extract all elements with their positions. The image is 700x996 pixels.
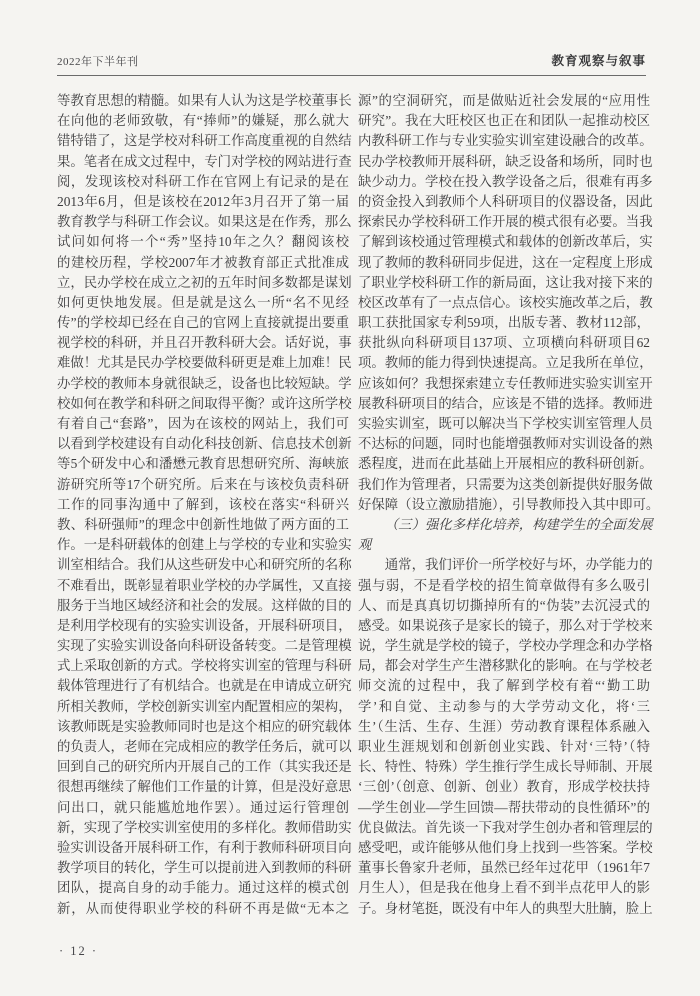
text-line: 人、而是真真切切撕掉所有的“伪装”去沉浸式的 [358,597,650,613]
text-line: 观 [358,537,372,553]
text-line: 研究”。我在大旺校区也正在和团队一起推动校区 [358,113,650,129]
text-line: 团队，提高自身的动手能力。通过这样的模式创 [57,880,349,896]
journal-issue-label: 2022年下半年刊 [57,56,139,68]
text-line: 董事长鲁家升老师，虽然已经年过花甲（1961年7 [358,860,650,876]
text-line: 训室相结合。我们从这些研发中心和研究所的名称 [57,557,352,573]
text-line: 教学项目的转化，学生可以提前进入到教师的科研 [57,860,352,876]
left-column [57,91,352,919]
text-line: 民办学校教师开展科研，缺乏设备和场所，同时也 [358,153,653,169]
text-line: 源”的空洞研究，而是做贴近社会发展的“应用性 [358,93,650,108]
text-line: 了职业学校科研工作的新局面，这让我对接下来的 [358,274,653,290]
text-line: 师交流的过程中，我了解到学校有着“‘勤工助 [358,678,650,694]
text-line: 立，民办学校在成立之初的五年时间多数都是谋划 [57,274,352,290]
text-line: 新，实现了学校实训室使用的多样化。教师借助实 [57,819,352,835]
text-line: 很想再继续了解他们工作量的计算，但是没好意思 [57,779,352,795]
text-line: 好保障（设立激励措施），引导教师投入其中即可。 [358,496,660,512]
text-line: 传”的学校却已经在自己的官网上直接就提出要重 [57,315,349,331]
text-line: 感受吧，或许能够从他们身上找到一些答案。学校 [358,839,653,855]
text-line: 教育教学与科研工作会议。如果这是在作秀，那么 [57,214,352,230]
text-line: 有着自己“套路”，因为在该校的网站上，我们可 [57,416,349,431]
text-line: 阅，发现该校对科研工作在官网上有记录的是在 [57,173,349,189]
text-line: 游研究所等17个研究所。后来在与该校负责科研 [57,476,349,492]
text-line: 获批纵向科研项目137项、立项横向科研项目62 [358,335,650,351]
text-line: 实现了实验实训设备向科研设备转变。二是管理模 [57,638,352,654]
text-line: 局，都会对学生产生潜移默化的影响。在与学校老 [358,658,653,674]
text-line: 应该如何？我想探索建立专任教师进实验实训室开 [358,375,653,391]
text-line: 子。身材笔挺，既没有中年人的典型大肚腩，脸上 [358,900,653,916]
text-line: 教、科研强师”的理念中创新性地做了两方面的工 [57,516,349,532]
text-line: 生’（生活、生存、生涯）劳动教育课程体系融入 [358,718,650,734]
text-line: 所相关教师，学校创新实训室内配置相应的架构， [57,698,352,714]
text-line: 服务于当地区域经济和社会的发展。这样做的目的 [57,597,352,613]
text-line: 错特错了，这是学校对科研工作高度重视的自然结 [57,133,352,149]
text-line: 新，从而使得职业学校的科研不再是做“无本之 [57,900,349,916]
text-line: 以看到学校建设有自动化科技创新、信息技术创新 [57,436,352,452]
right-column [358,91,660,919]
text-line: 如何更快地发展。但是就是这么一所“名不见经 [57,294,349,310]
text-line: （三）强化多样化培养，构建学生的全面发展 [384,516,653,532]
text-line: 在向他的老师致敬，有“捧师”的嫌疑，那么就大 [57,113,349,129]
text-line: 不难看出，既彰显着职业学校的办学属性，又直接 [57,577,352,593]
text-line: 式上采取创新的方式。学校将实训室的管理与科研 [57,658,352,674]
text-line: 校如何在教学和科研之间取得平衡？或许这所学校 [57,395,352,411]
text-line: 探索民办学校科研工作开展的模式很有必要。当我 [358,214,653,230]
text-line: 等5个研发中心和潘懋元教育思想研究所、海峡旅 [57,456,349,472]
text-line: 优良做法。首先谈一下我对学生创办者和管理层的 [358,819,653,835]
text-line: —学生创业—学生回馈—帮扶带动的良性循环”的 [358,799,650,815]
header-rule [57,75,646,76]
text-line: 职工获批国家专利59项，出版专著、教材112部， [358,315,650,331]
text-line: 强与弱，不是看学校的招生简章做得有多么吸引 [358,577,650,593]
text-line: ‘三创’（创意、创新、创业）教育，形成学校扶持 [358,779,650,795]
text-line: 我们作为管理者，只需要为这类创新提供好服务做 [358,476,653,492]
text-line: 难做！尤其是民办学校要做科研更是难上加难！民 [57,355,352,371]
text-line: 的建校历程，学校2007年才被教育部正式批准成 [57,254,349,270]
page-number: · 12 · [59,944,99,958]
text-line: 职业生涯规划和创新创业实践、针对‘三特’（特 [358,739,650,754]
text-line: 校区改革有了一点点信心。该校实施改革之后，教 [358,294,653,310]
text-line: 现了教师的教科研同步促进，这在一定程度上形成 [358,254,653,270]
text-line: 工作的同事沟通中了解到，该校在落实“科研兴 [57,496,349,512]
page-header [57,51,646,69]
text-line: 长、特性、特殊）学生推行学生成长导师制、开展 [358,759,653,775]
text-line: 问出口，就只能尴尬地作罢）。通过运行管理创 [57,799,349,815]
text-line: 视学校的科研，并且召开教科研大会。话好说，事 [57,335,352,351]
text-line: 展教科研项目的结合，应该是不错的选择。教师进 [358,395,653,411]
text-line: 悉程度，进而在此基础上开展相应的教科研创新。 [358,456,653,472]
body-text [57,91,660,919]
text-line: 感受。如果说孩子是家长的镜子，那么对于学校来 [358,617,653,633]
text-line: 说，学生就是学校的镜子，学校办学理念和办学格 [358,638,653,654]
text-line: 作。一是科研载体的创建上与学校的专业和实验实 [57,537,352,553]
text-line: 的负责人，老师在完成相应的教学任务后，就可以 [57,739,352,754]
text-line: 载体管理进行了有机结合。也就是在申请成立研究 [57,678,352,694]
text-line: 试问如何将一个“秀”坚持10年之久？翻阅该校 [57,234,349,250]
text-line: 通常，我们评价一所学校好与坏，办学能力的 [384,557,653,573]
text-line: 该教师既是实验教师同时也是这个相应的研究载体 [57,718,352,734]
text-line: 办学校的教师本身就很缺乏，设备也比较短缺。学 [57,375,352,391]
text-line: 缺少动力。学校在投入教学设备之后，很难有再多 [358,173,653,189]
section-title-label: 教育观察与叙事 [551,54,646,68]
text-line: 实验实训室，既可以解决当下学校实训室管理人员 [358,416,653,431]
text-line: 是利用学校现有的实验实训设备，开展科研项目， [57,617,352,633]
text-line: 验实训设备开展科研工作，有利于教师科研项目向 [57,839,352,855]
text-line: 内教科研工作与专业实验实训室建设融合的改革。 [358,133,653,149]
text-line: 学’和自觉、主动参与的大学劳动文化，将‘三 [358,698,650,714]
text-line: 的资金投入到教师个人科研项目的仪器设备，因此 [358,193,653,209]
text-line: 项。教师的能力得到快速提高。立足我所在单位， [358,355,653,371]
text-line: 回到自己的研究所内开展自己的工作（其实我还是 [57,759,352,775]
text-line: 月生人），但是我在他身上看不到半点花甲人的影 [358,880,650,896]
text-line: 等教育思想的精髓。如果有人认为这是学校董事长 [57,93,352,108]
text-line: 2013年6月，但是该校在2012年3月召开了第一届 [57,193,349,209]
text-line: 了解到该校通过管理模式和载体的创新改革后，实 [358,234,653,250]
text-line: 不达标的问题，同时也能增强教师对实训设备的熟 [358,436,653,452]
text-line: 果。笔者在成文过程中，专门对学校的网站进行查 [57,153,352,169]
